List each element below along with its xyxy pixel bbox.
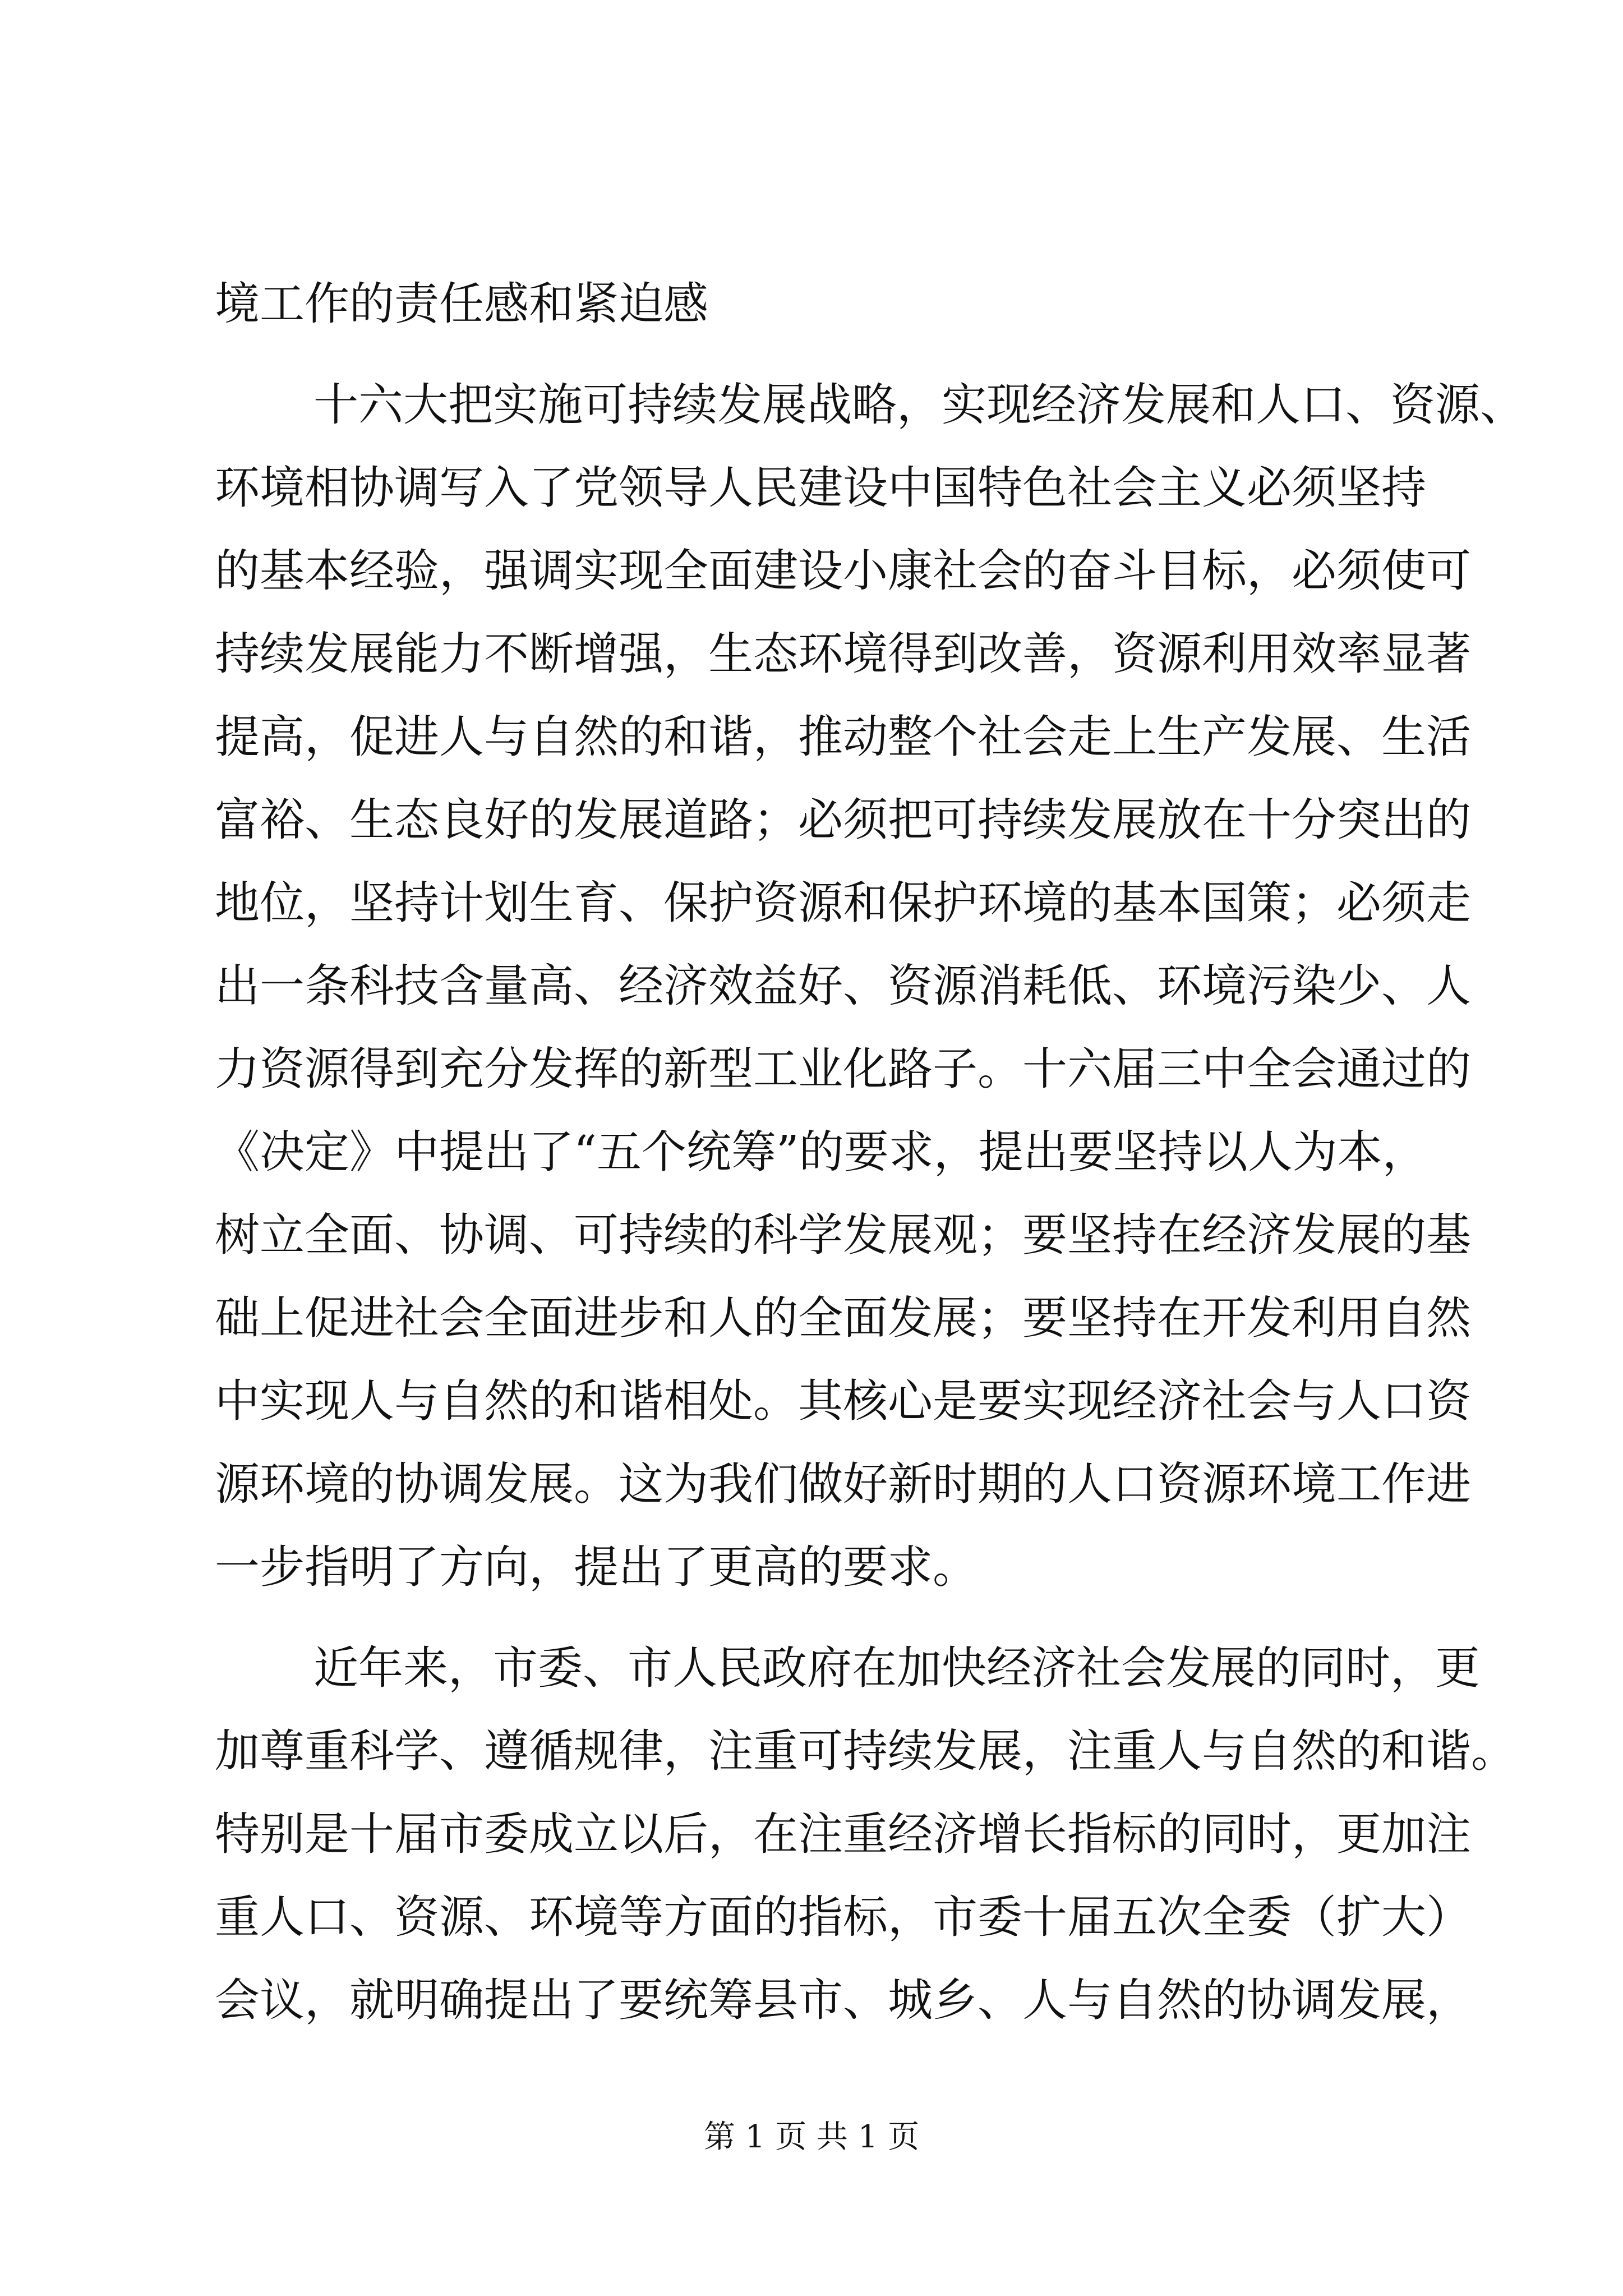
paragraph-gap (215, 1609, 1415, 1627)
text-line: 中实现人与自然的和谐相处。其核心是要实现经济社会与人口资 (215, 1375, 1471, 1427)
text-line: 的基本经验，强调实现全面建设小康社会的奋斗目标，必须使可 (215, 545, 1471, 597)
page-number-footer: 第 1 页 共 1 页 (703, 2119, 920, 2155)
text-line: 提高，促进人与自然的和谐，推动整个社会走上生产发展、生活 (215, 711, 1471, 763)
text-line: 特别是十届市委成立以后，在注重经济增长指标的同时，更加注 (215, 1808, 1471, 1860)
text-line: 础上促进社会全面进步和人的全面发展；要坚持在开发利用自然 (215, 1292, 1471, 1344)
text-line: 力资源得到充分发挥的新型工业化路子。十六届三中全会通过的 (215, 1043, 1471, 1095)
text-line: 境工作的责任感和紧迫感 (215, 278, 708, 330)
text-line: 富裕、生态良好的发展道路；必须把可持续发展放在十分突出的 (215, 794, 1471, 846)
text-line: 一步指明了方向，提出了更高的要求。 (215, 1541, 978, 1593)
text-line: 环境相协调写入了党领导人民建设中国特色社会主义必须坚持 (215, 462, 1426, 514)
paragraph-first-line: 近年来，市委、市人民政府在加快经济社会发展的同时，更 (313, 1642, 1480, 1694)
paragraph-first-line: 十六大把实施可持续发展战略，实现经济发展和人口、资源、 (313, 379, 1525, 431)
text-line: 会议，就明确提出了要统筹县市、城乡、人与自然的协调发展， (215, 1974, 1471, 2026)
text-line: 持续发展能力不断增强，生态环境得到改善，资源利用效率显著 (215, 628, 1471, 680)
text-line: 地位，坚持计划生育、保护资源和保护环境的基本国策；必须走 (215, 877, 1471, 929)
text-line: 《决定》中提出了“五个统筹”的要求，提出要坚持以人为本， (215, 1126, 1427, 1178)
paragraph-gap (215, 346, 1415, 364)
text-line: 加尊重科学、遵循规律，注重可持续发展，注重人与自然的和谐。 (215, 1725, 1516, 1777)
text-line: 出一条科技含量高、经济效益好、资源消耗低、环境污染少、人 (215, 960, 1471, 1012)
document-body (215, 263, 1525, 2042)
text-line: 树立全面、协调、可持续的科学发展观；要坚持在经济发展的基 (215, 1209, 1471, 1261)
text-line: 源环境的协调发展。这为我们做好新时期的人口资源环境工作进 (215, 1458, 1471, 1510)
text-line: 重人口、资源、环境等方面的指标，市委十届五次全委（扩大） (215, 1891, 1471, 1943)
